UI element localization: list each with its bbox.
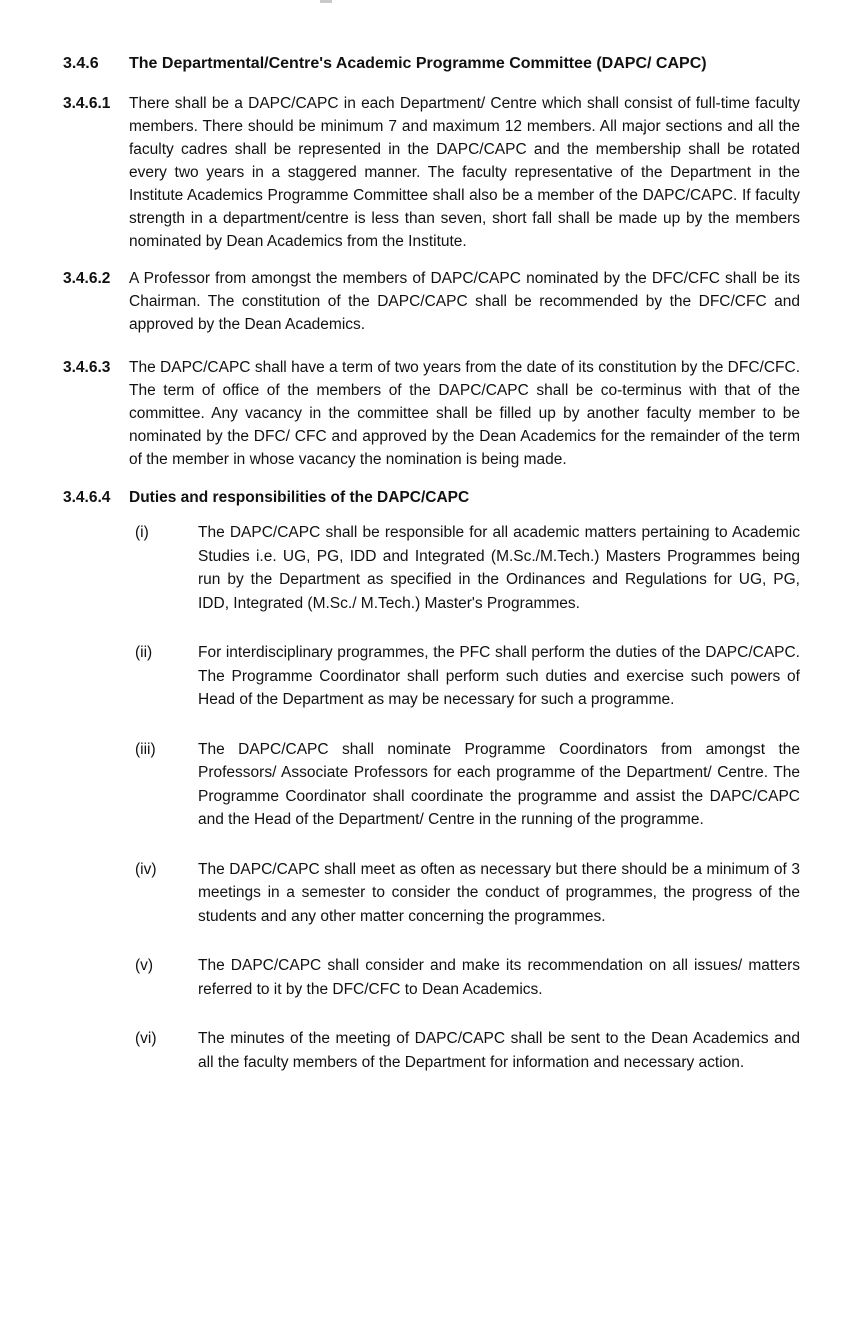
paragraph-3-4-6-3: [63, 356, 800, 471]
list-item-text: The minutes of the meeting of DAPC/CAPC shall be sent to the Dean Academics and all the faculty members of the Department for information and necessary action.: [198, 1030, 800, 1071]
list-item-marker: (vi): [135, 1030, 157, 1047]
paragraph-text: The DAPC/CAPC shall have a term of two years from the date of its constitution by the DFC/CFC. The term of office of the members of the DAPC/CAPC shall be co-terminus with that of the committee. Any vacancy in the committee shall be filled up by another faculty member to be nominated by the DFC/ CFC and approved by the Dean Academics for the remainder of the term of the member in whose vacancy the nomination is being made.: [129, 359, 800, 468]
paragraph-number: 3.4.6.2: [63, 270, 111, 287]
list-item-text: The DAPC/CAPC shall be responsible for all academic matters pertaining to Academic Studies i.e. UG, PG, IDD and Integrated (M.Sc./M.Tech.) Masters Programmes being run by the Department as specified in the Ordinances and Regulations for UG, PG, IDD, Integrated (M.Sc./ M.Tech.) Master's Programmes.: [198, 524, 800, 612]
list-item-text: For interdisciplinary programmes, the PFC shall perform the duties of the DAPC/CAPC. The Programme Coordinator shall perform such duties and exercise such powers of Head of the Department as may be necessary for such a programme.: [198, 644, 800, 708]
duties-list: [135, 521, 800, 1074]
paragraph-3-4-6-2: [63, 267, 800, 336]
duties-heading: [63, 486, 800, 509]
paragraph-text: There shall be a DAPC/CAPC in each Department/ Centre which shall consist of full-time faculty members. There should be minimum 7 and maximum 12 members. All major sections and all the faculty cadres shall be represented in the DAPC/CAPC and the membership shall be rotated every two years in a staggered manner. The faculty representative of the Department in the Institute Academics Programme Committee shall also be a member of the DAPC/CAPC. If faculty strength in a department/centre is less than seven, short fall shall be made up by the members nominated by Dean Academics from the Institute.: [129, 95, 800, 250]
list-item-marker: (i): [135, 524, 149, 541]
paragraph-number: 3.4.6.3: [63, 359, 111, 376]
list-item-marker: (ii): [135, 644, 153, 661]
list-item-marker: (v): [135, 957, 154, 974]
list-item-iv: [135, 858, 800, 929]
section-number: 3.4.6: [63, 55, 99, 72]
section-title: The Departmental/Centre's Academic Programme Committee (DAPC/ CAPC): [129, 55, 707, 72]
list-item-marker: (iv): [135, 860, 157, 878]
list-item-marker: (iii): [135, 740, 156, 758]
section-heading: [63, 52, 800, 75]
duties-number: 3.4.6.4: [63, 489, 111, 506]
page-top-artifact: [320, 0, 332, 3]
list-item-text: The DAPC/CAPC shall consider and make its recommendation on all issues/ matters referred to it by the DFC/CFC to Dean Academics.: [198, 957, 800, 998]
list-item-iii: [135, 738, 800, 832]
list-item-vi: [135, 1027, 800, 1074]
list-item-text: The DAPC/CAPC shall meet as often as necessary but there should be a minimum of 3 meetings in a semester to consider the conduct of programmes, the progress of the students and any other matter concerning the programmes.: [198, 860, 800, 925]
paragraph-number: 3.4.6.1: [63, 95, 111, 112]
list-item-v: [135, 954, 800, 1001]
list-item-text: The DAPC/CAPC shall nominate Programme Coordinators from amongst the Professors/ Associate Professors for each programme of the Department/ Centre. The Programme Coordinator shall coordinate the programme and assist the DAPC/CAPC and the Head of the Department/ Centre in the running of the programme.: [198, 740, 800, 828]
paragraph-text: A Professor from amongst the members of DAPC/CAPC nominated by the DFC/CFC shall be its Chairman. The constitution of the DAPC/CAPC shall be recommended by the DFC/CFC and approved by the Dean Academics.: [129, 270, 800, 333]
duties-title: Duties and responsibilities of the DAPC/CAPC: [129, 489, 470, 506]
list-item-i: [135, 521, 800, 615]
paragraph-3-4-6-1: [63, 92, 800, 253]
list-item-ii: [135, 641, 800, 712]
